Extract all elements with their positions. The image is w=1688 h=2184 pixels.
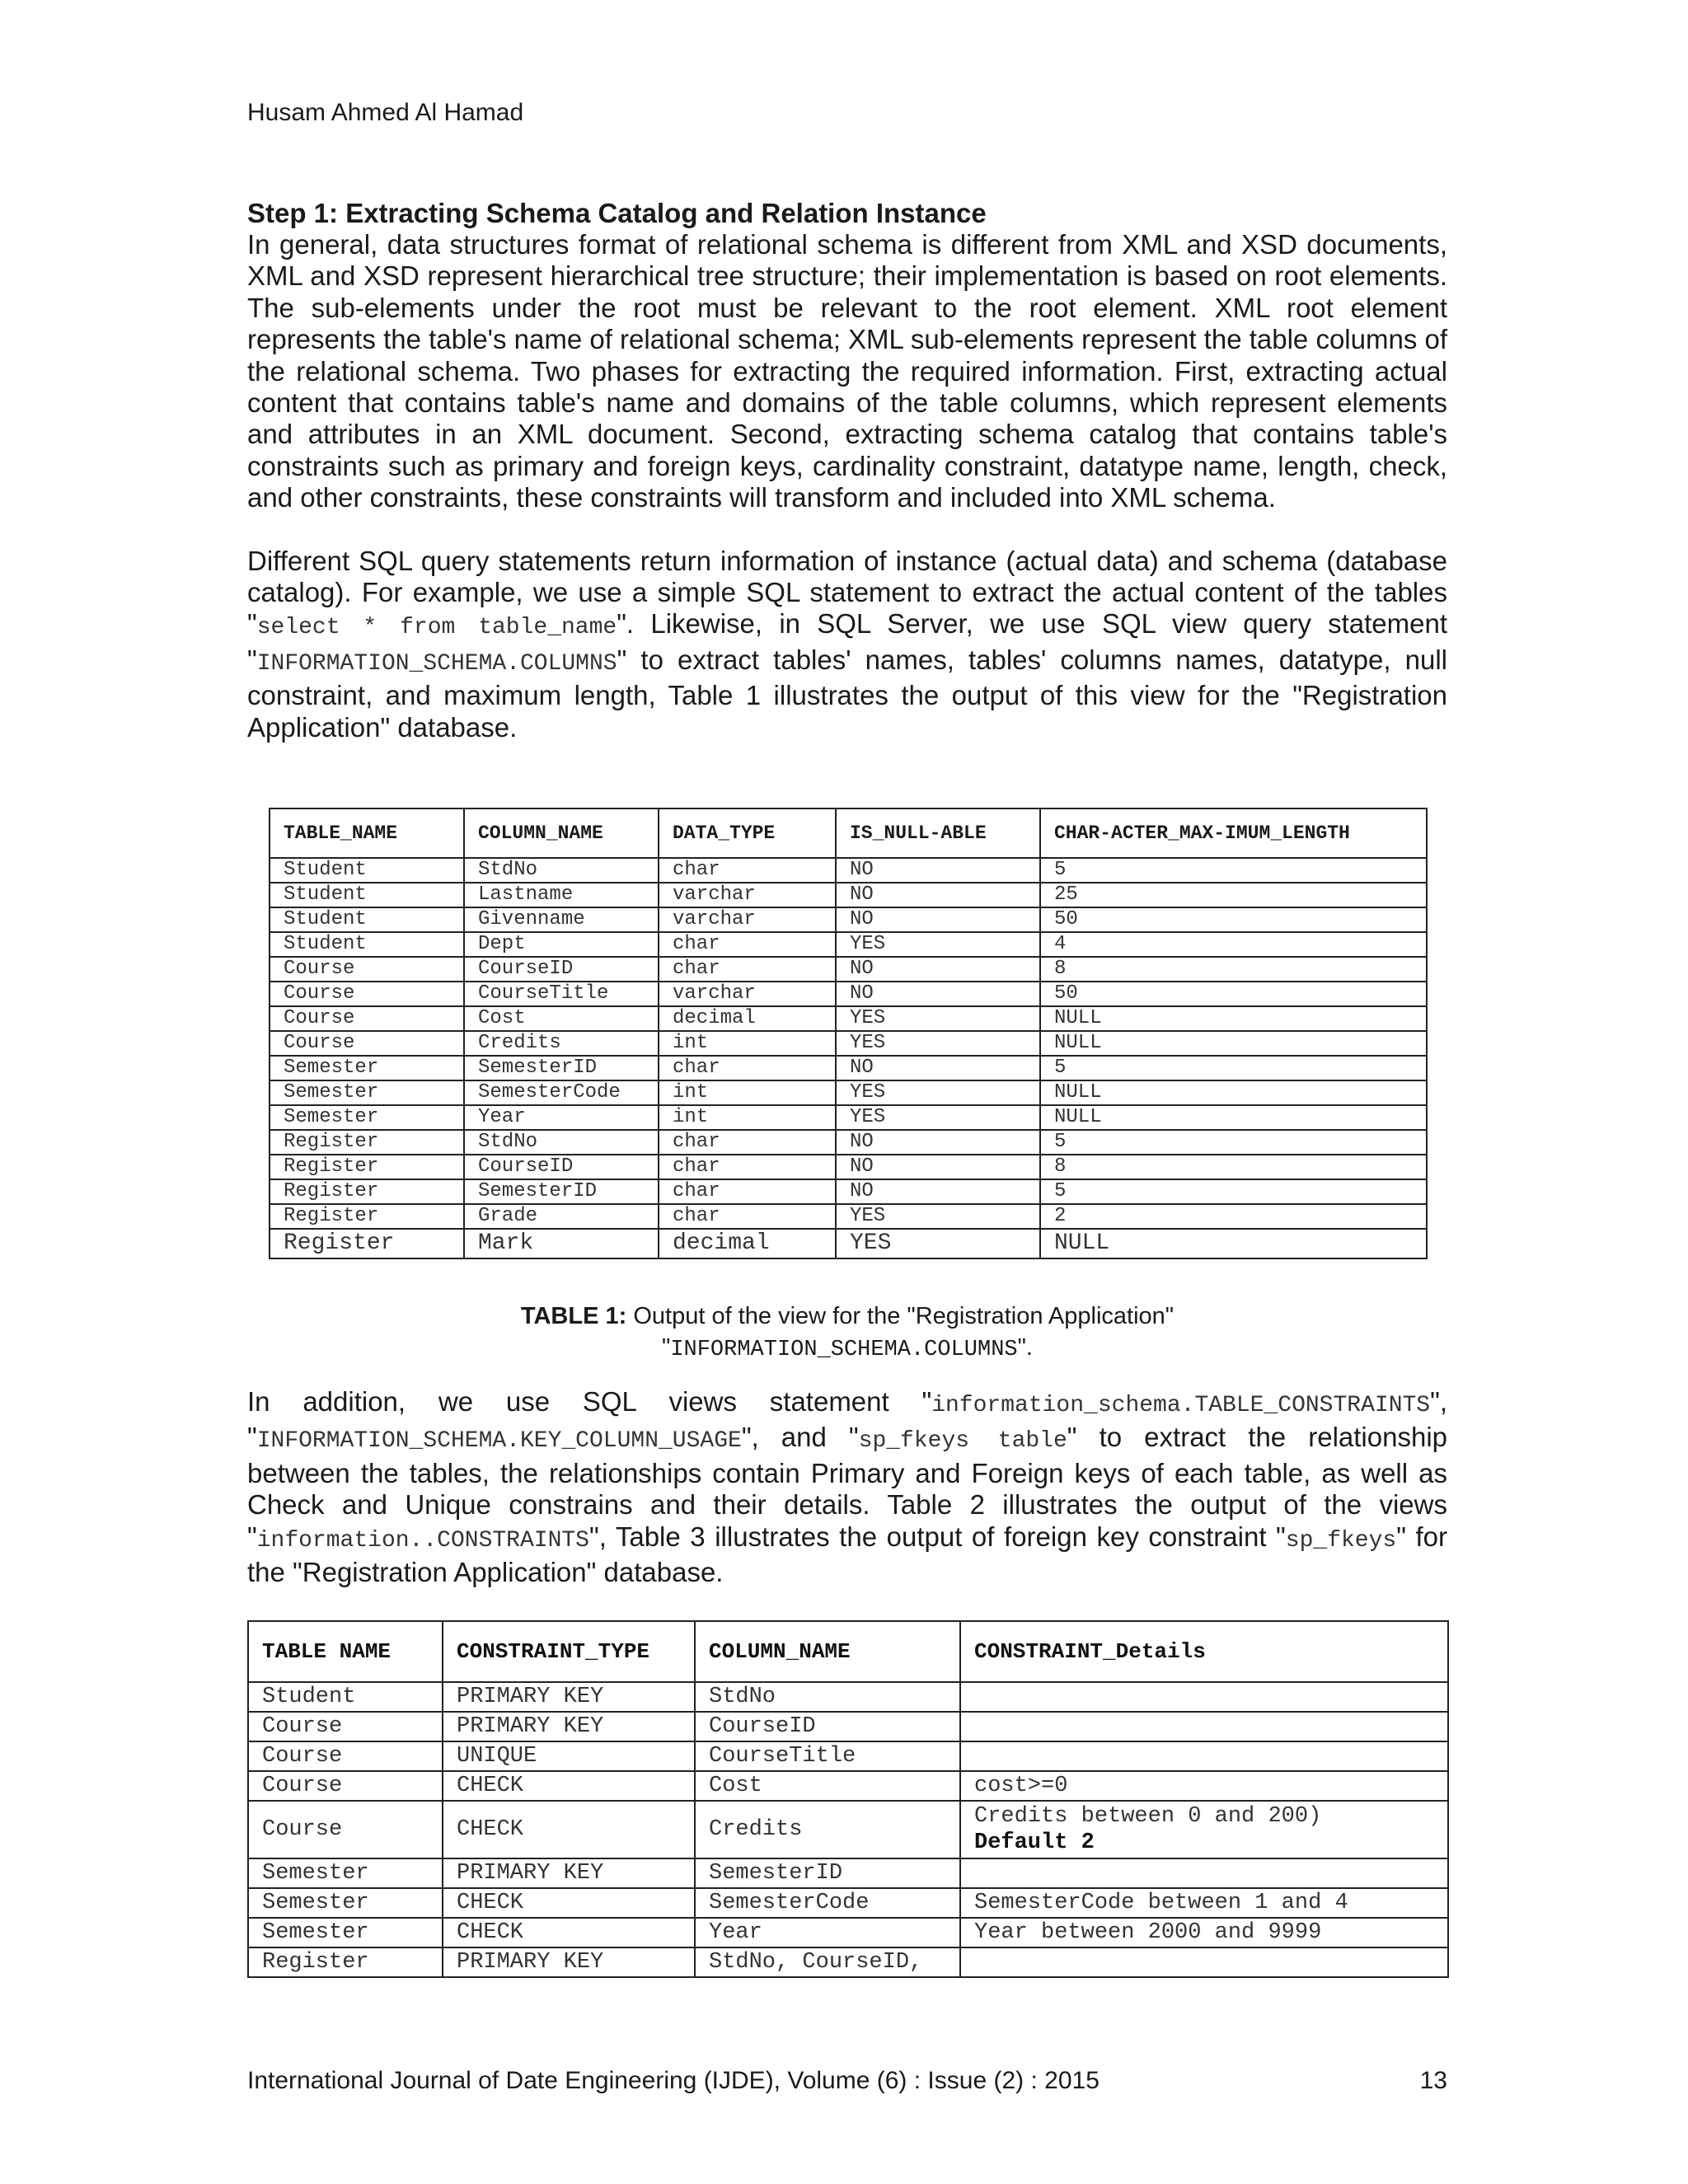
table-row — [270, 1155, 1427, 1179]
table-cell: Credits — [695, 1801, 960, 1858]
footer-journal: International Journal of Date Engineering (IJDE), Volume (6) : Issue (2) : 2015 — [247, 2067, 1100, 2094]
table-cell: Student — [270, 858, 464, 883]
table-cell: varchar — [659, 982, 836, 1006]
table-cell: StdNo, CourseID, — [695, 1947, 960, 1977]
table-cell: NULL — [1040, 1006, 1427, 1031]
table-row — [248, 1918, 1448, 1947]
table-cell: Cost — [695, 1771, 960, 1801]
table-cell: YES — [836, 1204, 1040, 1229]
table-cell: CourseTitle — [695, 1741, 960, 1771]
table-cell: SemesterID — [464, 1179, 659, 1204]
table-cell: Register — [270, 1179, 464, 1204]
table-cell: varchar — [659, 883, 836, 907]
table-cell: Cost — [464, 1006, 659, 1031]
text-run: " for the "Registration Application" database. — [247, 1521, 1447, 1588]
table-cell: CourseTitle — [464, 982, 659, 1006]
table-cell: SemesterCode — [464, 1080, 659, 1105]
table-cell: char — [659, 957, 836, 982]
table-row — [248, 1888, 1448, 1918]
column-header: CONSTRAINT_Details — [960, 1621, 1448, 1682]
column-header: DATA_TYPE — [659, 808, 836, 858]
text-run: Different SQL query statements return information of instance (actual data) and schema (database catalog). For example, we use a simple SQL statement to extract the actual content of the tables " — [247, 545, 1447, 640]
inline-code: information..CONSTRAINTS — [256, 1527, 589, 1554]
table-cell: NO — [836, 957, 1040, 982]
table-row — [270, 858, 1427, 883]
table-row — [270, 1130, 1427, 1155]
table-cell: 50 — [1040, 982, 1427, 1006]
page-number: 13 — [1419, 2067, 1447, 2094]
table-cell: Register — [270, 1229, 464, 1258]
table-row — [270, 1080, 1427, 1105]
table-cell: YES — [836, 1080, 1040, 1105]
table-cell: int — [659, 1105, 836, 1130]
table-cell: NO — [836, 883, 1040, 907]
inline-code: information_schema.TABLE_CONSTRAINTS — [931, 1393, 1431, 1418]
text-run: ". — [1017, 1334, 1033, 1361]
text-run: " to extract the relationship between the tables, the relationships contain Primary and Foreign keys of each table, as well as Check and Unique constrains and their details. Table 2 illustrates the output of the views " — [247, 1422, 1447, 1552]
table-cell: NO — [836, 907, 1040, 932]
table-cell: Course — [270, 982, 464, 1006]
table-cell: 25 — [1040, 883, 1427, 907]
table-cell: Grade — [464, 1204, 659, 1229]
table-row — [270, 1179, 1427, 1204]
text-run: ", and " — [741, 1422, 859, 1453]
table-cell — [960, 1682, 1448, 1712]
table-cell: Year between 2000 and 9999 — [960, 1918, 1448, 1947]
table-cell: NO — [836, 982, 1040, 1006]
table-cell: 4 — [1040, 932, 1427, 957]
table-cell: YES — [836, 1105, 1040, 1130]
text-run: In addition, we use SQL views statement " — [247, 1386, 932, 1417]
table-cell: CHECK — [443, 1888, 695, 1918]
table-2-constraints — [247, 1620, 1449, 1978]
table-cell: NO — [836, 1155, 1040, 1179]
page-footer — [247, 2067, 1447, 2095]
table-cell: Course — [248, 1712, 443, 1741]
table-cell: 5 — [1040, 1130, 1427, 1155]
table-cell: StdNo — [464, 1130, 659, 1155]
table-cell — [960, 1858, 1448, 1888]
table-cell: PRIMARY KEY — [443, 1947, 695, 1977]
table-row — [270, 932, 1427, 957]
table-row — [248, 1801, 1448, 1858]
table-cell: CHECK — [443, 1918, 695, 1947]
table-row — [248, 1771, 1448, 1801]
column-header: TABLE NAME — [248, 1621, 443, 1682]
table-cell: Student — [270, 883, 464, 907]
table-cell: Lastname — [464, 883, 659, 907]
paragraph-3 — [247, 1386, 1447, 1588]
table-cell: Student — [270, 932, 464, 957]
table-cell: Credits — [464, 1031, 659, 1056]
table-cell: NULL — [1040, 1080, 1427, 1105]
table-cell: CHECK — [443, 1771, 695, 1801]
table-cell: Student — [270, 907, 464, 932]
table-cell: 2 — [1040, 1204, 1427, 1229]
table-cell: 5 — [1040, 1056, 1427, 1080]
table-cell: NULL — [1040, 1031, 1427, 1056]
table-cell: char — [659, 1130, 836, 1155]
table-cell: Mark — [464, 1229, 659, 1258]
table-cell: SemesterCode between 1 and 4 — [960, 1888, 1448, 1918]
table-cell: Register — [270, 1130, 464, 1155]
table-cell: PRIMARY KEY — [443, 1858, 695, 1888]
table-cell: CourseID — [464, 1155, 659, 1179]
table-row — [270, 1056, 1427, 1080]
table-cell: Semester — [248, 1918, 443, 1947]
table-row — [270, 1229, 1427, 1258]
table-cell: Semester — [248, 1858, 443, 1888]
table-row — [248, 1712, 1448, 1741]
table-cell: Year — [695, 1918, 960, 1947]
table-cell: Course — [248, 1801, 443, 1858]
section-step1 — [247, 198, 1447, 743]
table-row — [248, 1741, 1448, 1771]
table-row — [270, 1105, 1427, 1130]
table-cell: SemesterID — [695, 1858, 960, 1888]
caption-code: INFORMATION_SCHEMA.COLUMNS — [670, 1338, 1018, 1362]
table-cell: cost>=0 — [960, 1771, 1448, 1801]
constraint-detail: Credits between 0 and 200) — [974, 1804, 1322, 1829]
table-cell: NO — [836, 1056, 1040, 1080]
table-cell: YES — [836, 1006, 1040, 1031]
table-row — [248, 1947, 1448, 1977]
inline-code: sp_fkeys table — [858, 1428, 1067, 1455]
table-cell: Year — [464, 1105, 659, 1130]
text-run: ". Likewise, in SQL Server, we use SQL view query statement " — [247, 608, 1447, 675]
table-cell: Semester — [270, 1105, 464, 1130]
table-row — [270, 1204, 1427, 1229]
table-cell: UNIQUE — [443, 1741, 695, 1771]
table-cell: char — [659, 1179, 836, 1204]
table-cell: Register — [270, 1155, 464, 1179]
table-cell: PRIMARY KEY — [443, 1682, 695, 1712]
table-cell: Semester — [248, 1888, 443, 1918]
paragraph-1: In general, data structures format of relational schema is different from XML and XSD documents, XML and XSD represent hierarchical tree structure; their implementation is based on root elements. The sub-elements under the root must be relevant to the root element. XML root element represents the table's name of relational schema; XML sub-elements represent the table columns of the relational schema. Two phases for extracting the required information. First, extracting actual content that contains table's name and domains of the table columns, which represent elements and attributes in an XML document. Second, extracting schema catalog that contains table's constraints such as primary and foreign keys, cardinality constraint, datatype name, length, check, and other constraints, these constraints will transform and included into XML schema. — [247, 229, 1448, 513]
table-row — [270, 982, 1427, 1006]
table-header-row — [270, 808, 1427, 858]
table-cell: char — [659, 858, 836, 883]
table-cell: Givenname — [464, 907, 659, 932]
table-cell: NO — [836, 858, 1040, 883]
caption-text: Output of the view for the "Registration Application" — [626, 1303, 1175, 1329]
table-cell: YES — [836, 932, 1040, 957]
table-cell: char — [659, 932, 836, 957]
table-cell — [960, 1801, 1448, 1858]
table-cell: Course — [248, 1741, 443, 1771]
section-paragraph-3 — [247, 1386, 1447, 1588]
inline-code: sp_fkeys — [1285, 1527, 1397, 1554]
table-cell: Register — [248, 1947, 443, 1977]
table-row — [270, 957, 1427, 982]
table-row — [248, 1682, 1448, 1712]
table-cell: Course — [270, 1006, 464, 1031]
table-cell: YES — [836, 1229, 1040, 1258]
inline-code-info-schema-columns: INFORMATION_SCHEMA.COLUMNS — [256, 650, 617, 677]
table-row — [270, 1006, 1427, 1031]
table-cell: StdNo — [464, 858, 659, 883]
caption-label: TABLE 1: — [520, 1303, 627, 1329]
table-cell: char — [659, 1056, 836, 1080]
table-cell: NO — [836, 1130, 1040, 1155]
column-header: COLUMN_NAME — [695, 1621, 960, 1682]
column-header: IS_NULL-ABLE — [836, 808, 1040, 858]
table-cell: Course — [248, 1771, 443, 1801]
section-heading: Step 1: Extracting Schema Catalog and Relation Instance — [247, 198, 987, 228]
table-cell: NO — [836, 1179, 1040, 1204]
table-cell: YES — [836, 1031, 1040, 1056]
table-cell: Course — [270, 957, 464, 982]
table-cell: 5 — [1040, 858, 1427, 883]
table-row — [248, 1858, 1448, 1888]
table-cell: 8 — [1040, 1155, 1427, 1179]
table-cell: StdNo — [695, 1682, 960, 1712]
table-cell — [960, 1741, 1448, 1771]
table-cell: SemesterCode — [695, 1888, 960, 1918]
table-cell: NULL — [1040, 1229, 1427, 1258]
table-cell: Semester — [270, 1056, 464, 1080]
table-cell: varchar — [659, 907, 836, 932]
table-cell: Semester — [270, 1080, 464, 1105]
table-1-information-schema-columns — [269, 808, 1428, 1259]
column-header: COLUMN_NAME — [464, 808, 659, 858]
table-cell: PRIMARY KEY — [443, 1712, 695, 1741]
table-cell: Course — [270, 1031, 464, 1056]
table-cell — [960, 1712, 1448, 1741]
table-cell: CourseID — [695, 1712, 960, 1741]
inline-code-select: select * from table_name — [256, 615, 617, 641]
table-cell: Student — [248, 1682, 443, 1712]
table-cell — [960, 1947, 1448, 1977]
table-cell: 8 — [1040, 957, 1427, 982]
column-header: CHAR-ACTER_MAX-IMUM_LENGTH — [1040, 808, 1427, 858]
table-cell: char — [659, 1204, 836, 1229]
table-cell: int — [659, 1031, 836, 1056]
inline-code: INFORMATION_SCHEMA.KEY_COLUMN_USAGE — [256, 1428, 742, 1455]
running-header-author: Husam Ahmed Al Hamad — [247, 99, 524, 126]
text-run: " — [662, 1334, 671, 1361]
table-row — [270, 907, 1427, 932]
table-cell: NULL — [1040, 1105, 1427, 1130]
table-cell: SemesterID — [464, 1056, 659, 1080]
default-value: Default 2 — [974, 1830, 1095, 1855]
table-cell: int — [659, 1080, 836, 1105]
table-cell: decimal — [659, 1006, 836, 1031]
text-run: " to extract tables' names, tables' columns names, datatype, null constraint, and maximum length, Table 1 illustrates the output of this view for the "Registration Application" database. — [247, 644, 1447, 743]
table-cell: Register — [270, 1204, 464, 1229]
text-run: ", Table 3 illustrates the output of foreign key constraint " — [588, 1521, 1286, 1552]
table-cell: decimal — [659, 1229, 836, 1258]
table-cell: 50 — [1040, 907, 1427, 932]
table-cell: 5 — [1040, 1179, 1427, 1204]
table-cell: CHECK — [443, 1801, 695, 1858]
table-1-caption — [247, 1301, 1447, 1366]
table-cell: CourseID — [464, 957, 659, 982]
table-cell: Dept — [464, 932, 659, 957]
table-header-row — [248, 1621, 1448, 1682]
column-header: CONSTRAINT_TYPE — [443, 1621, 695, 1682]
paragraph-2 — [247, 546, 1447, 743]
text-run: ", " — [247, 1386, 1447, 1453]
table-row — [270, 883, 1427, 907]
table-cell: char — [659, 1155, 836, 1179]
table-row — [270, 1031, 1427, 1056]
column-header: TABLE_NAME — [270, 808, 464, 858]
